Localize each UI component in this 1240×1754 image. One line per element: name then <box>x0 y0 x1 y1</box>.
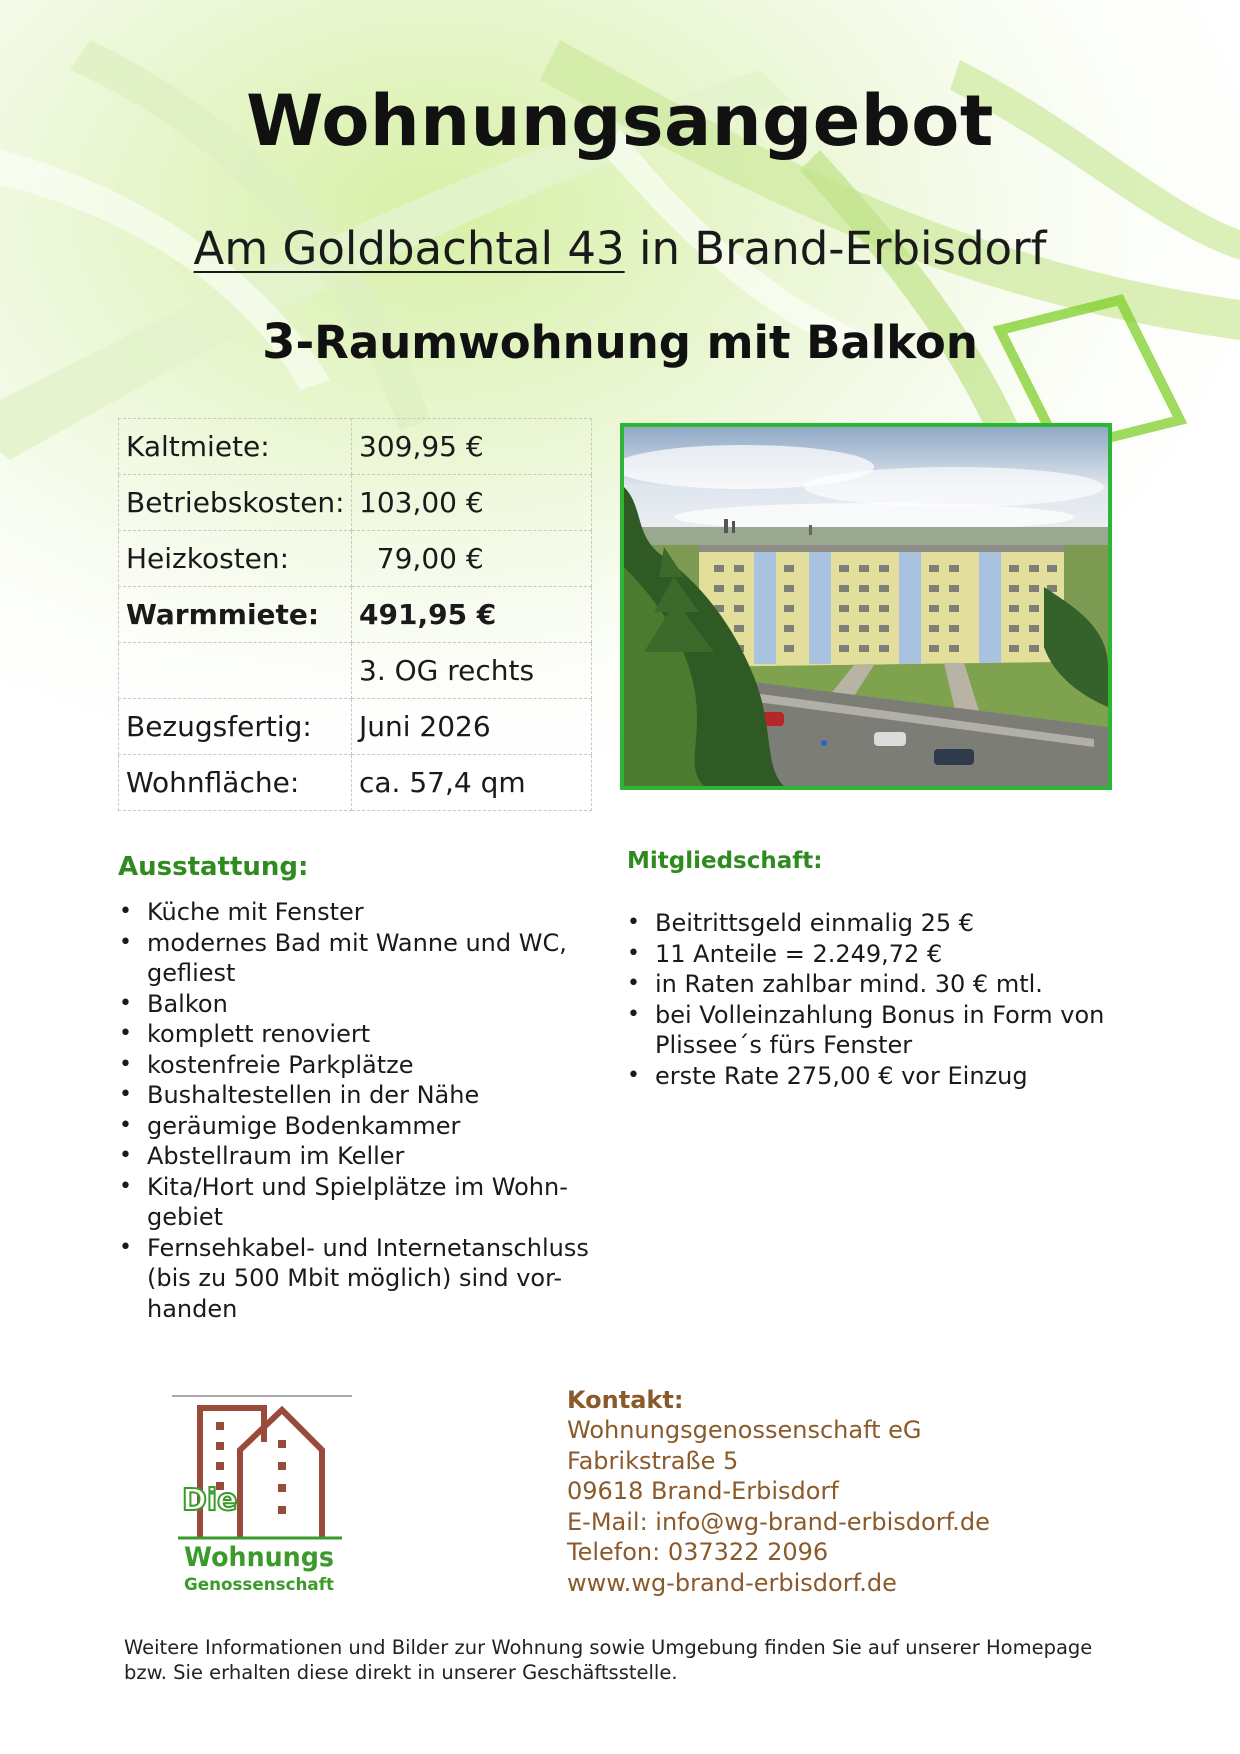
fact-value: 79,00 € <box>352 531 592 587</box>
fact-value: ca. 57,4 qm <box>352 755 592 811</box>
list-item: • Fernsehkabel- und Internetanschluss (bis zu 500 Mbit möglich) sind vor-handen <box>118 1233 598 1325</box>
fact-row <box>119 699 592 755</box>
list-item: • Bushaltestellen in der Nähe <box>118 1080 598 1111</box>
logo-graphic <box>172 1390 364 1600</box>
list-item: • bei Volleinzahlung Bonus in Form von Plissee´s fürs Fenster <box>626 1000 1126 1061</box>
list-item: • 11 Anteile = 2.249,72 € <box>626 939 1126 970</box>
contact-phone: Telefon: 037322 2096 <box>567 1538 829 1566</box>
logo-text-wohnungs: Wohnungs <box>184 1542 334 1573</box>
list-item: • in Raten zahlbar mind. 30 € mtl. <box>626 969 1126 1000</box>
list-item: • modernes Bad mit Wanne und WC, gefliest <box>118 928 598 989</box>
building-illustration <box>624 427 1108 786</box>
list-item: • erste Rate 275,00 € vor Einzug <box>626 1061 1126 1092</box>
ausstattung-list <box>118 897 598 1324</box>
address-line <box>0 222 1240 275</box>
fact-value: Juni 2026 <box>352 699 592 755</box>
mitgliedschaft-heading: Mitgliedschaft: <box>627 848 823 874</box>
fact-row <box>119 531 592 587</box>
fact-label: Wohnfläche: <box>119 755 352 811</box>
contact-heading: Kontakt: <box>567 1386 684 1414</box>
mitgliedschaft-list <box>626 908 1126 1091</box>
room-count: 3 <box>262 314 296 370</box>
list-item: • kostenfreie Parkplätze <box>118 1050 598 1081</box>
building-photo <box>620 423 1112 790</box>
list-item: • Balkon <box>118 989 598 1020</box>
fact-row <box>119 475 592 531</box>
fact-label <box>119 643 352 699</box>
fact-label: Heizkosten: <box>119 531 352 587</box>
logo-text-genossenschaft: Genossenschaft <box>184 1575 334 1595</box>
company-logo <box>172 1390 364 1600</box>
fact-value: 103,00 € <box>352 475 592 531</box>
list-item: • geräumige Bodenkammer <box>118 1111 598 1142</box>
contact-website[interactable]: www.wg-brand-erbisdorf.de <box>567 1569 897 1597</box>
list-item: • Abstellraum im Keller <box>118 1141 598 1172</box>
fact-row-warmmiete <box>119 587 592 643</box>
list-item: • Beitrittsgeld einmalig 25 € <box>626 908 1126 939</box>
fact-value: 309,95 € <box>352 419 592 475</box>
fact-row <box>119 643 592 699</box>
apartment-type-text: -Raumwohnung mit Balkon <box>295 316 978 369</box>
fact-label: Warmmiete: <box>119 587 352 643</box>
fact-label: Betriebskosten: <box>119 475 352 531</box>
footer-note: Weitere Informationen und Bilder zur Wohnung sowie Umgebung finden Sie auf unserer Homepage bzw. Sie erhalten diese direkt in unserer Geschäftsstelle. <box>124 1636 1093 1684</box>
fact-label: Kaltmiete: <box>119 419 352 475</box>
apartment-type <box>0 314 1240 370</box>
fact-value: 491,95 € <box>352 587 592 643</box>
fact-value: 3. OG rechts <box>352 643 592 699</box>
list-item: • Kita/Hort und Spielplätze im Wohn-gebiet <box>118 1172 598 1233</box>
fact-row <box>119 755 592 811</box>
rent-facts-table <box>118 418 592 811</box>
contact-email[interactable]: E-Mail: info@wg-brand-erbisdorf.de <box>567 1508 990 1536</box>
address-city: in Brand-Erbisdorf <box>624 222 1047 275</box>
address-street: Am Goldbachtal 43 <box>193 222 625 275</box>
fact-row <box>119 419 592 475</box>
contact-street: Fabrikstraße 5 <box>567 1447 739 1475</box>
logo-text-die: Die <box>182 1483 238 1518</box>
list-item: • Küche mit Fenster <box>118 897 598 928</box>
contact-name: Wohnungsgenossenschaft eG <box>567 1416 922 1444</box>
contact-city: 09618 Brand-Erbisdorf <box>567 1477 839 1505</box>
ausstattung-heading: Ausstattung: <box>118 852 309 882</box>
fact-label: Bezugsfertig: <box>119 699 352 755</box>
list-item: • komplett renoviert <box>118 1019 598 1050</box>
page-title: Wohnungsangebot <box>246 80 994 162</box>
